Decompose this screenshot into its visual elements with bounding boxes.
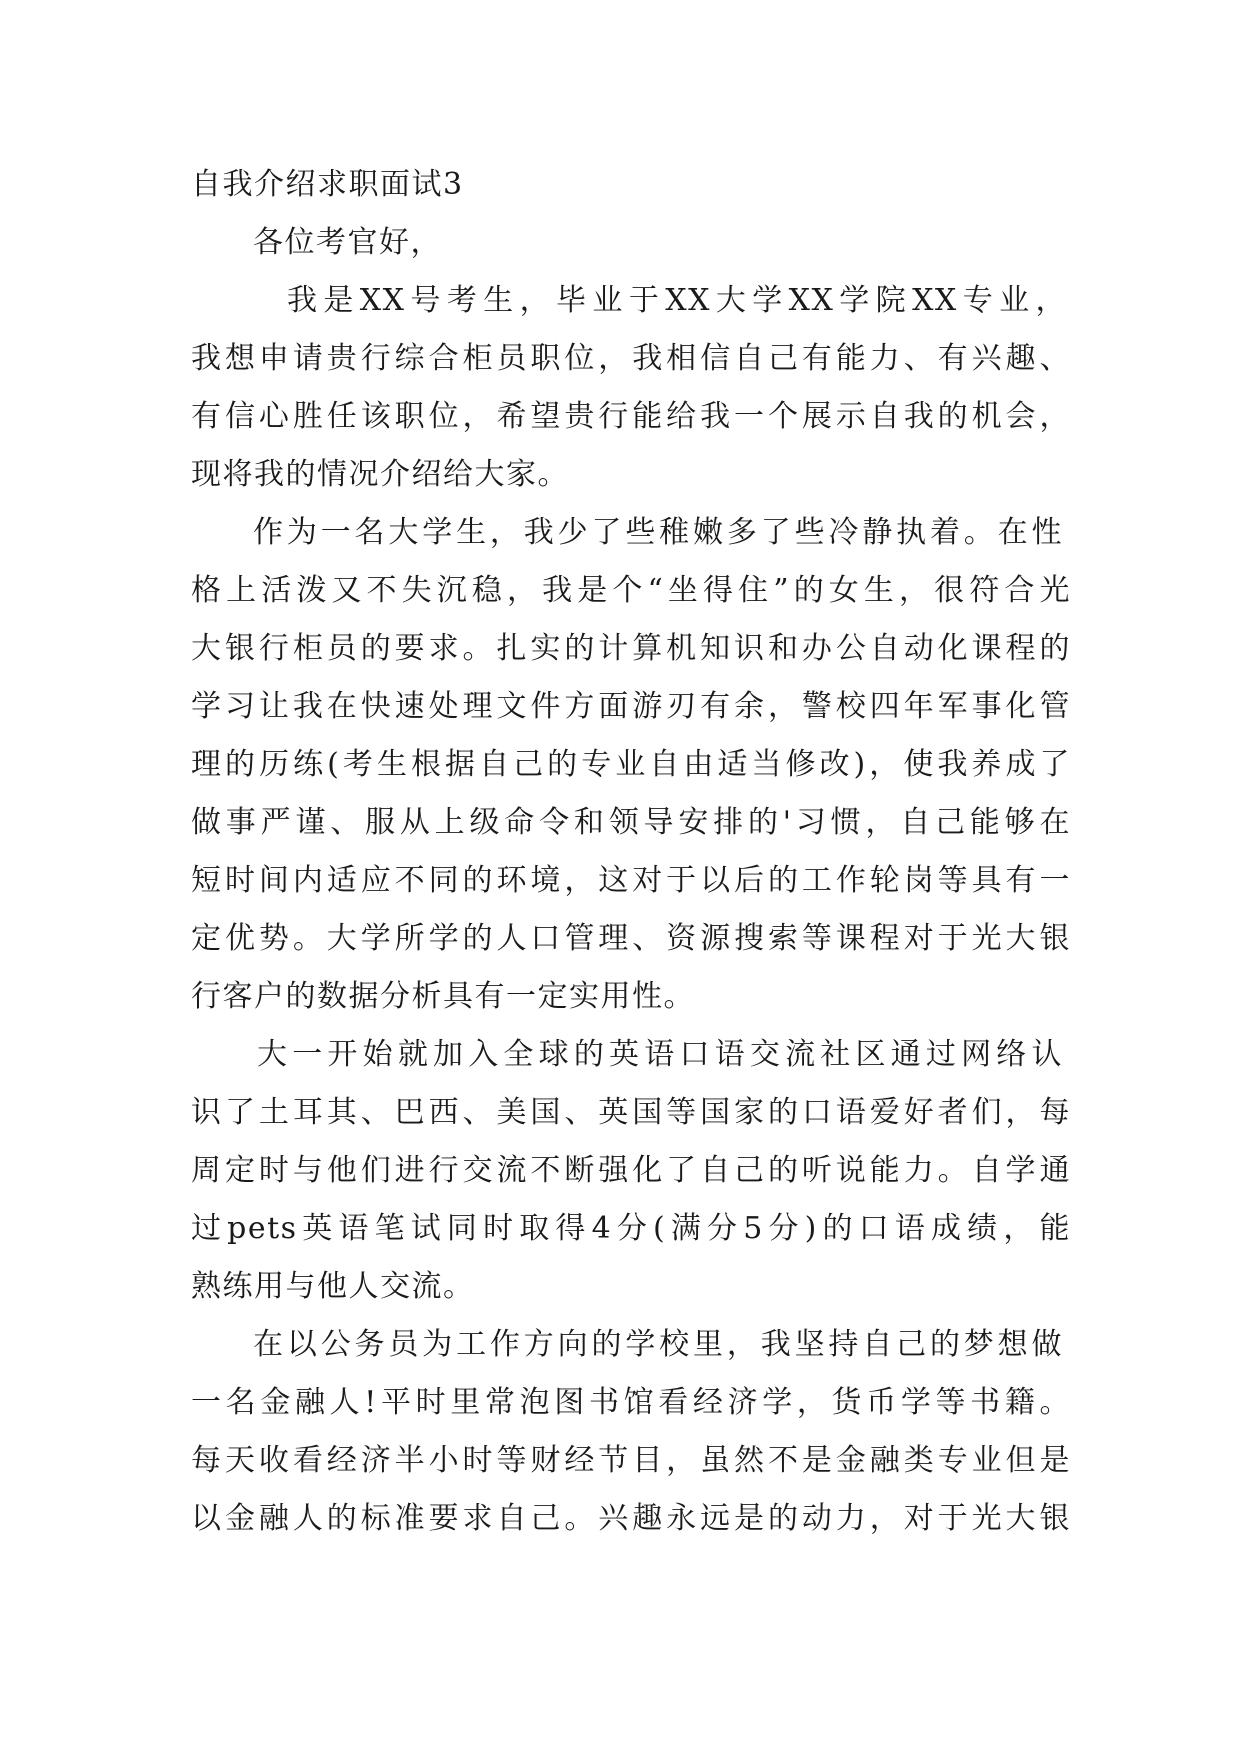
text-line: 有信心胜任该职位，希望贵行能给我一个展示自我的机会， [191, 399, 1071, 434]
text-line: 行客户的数据分析具有一定实用性。 [191, 979, 695, 1014]
text-line: 一名金融人!平时里常泡图书馆看经济学，货币学等书籍。 [191, 1385, 1071, 1420]
text-line: 每天收看经济半小时等财经节目，虽然不是金融类专业但是 [191, 1443, 1071, 1478]
text-line: 过pets英语笔试同时取得4分(满分5分)的口语成绩，能 [191, 1211, 1071, 1246]
text-line: 大银行柜员的要求。扎实的计算机知识和办公自动化课程的 [191, 631, 1071, 666]
document-title: 自我介绍求职面试3 [191, 167, 464, 202]
text-line: 做事严谨、服从上级命令和领导安排的'习惯，自己能够在 [191, 805, 1071, 840]
text-line: 理的历练(考生根据自己的专业自由适当修改)，使我养成了 [191, 747, 1071, 782]
text-line: 在以公务员为工作方向的学校里，我坚持自己的梦想做 [253, 1327, 1063, 1362]
text-line: 格上活泼又不失沉稳，我是个“坐得住”的女生，很符合光 [191, 573, 1071, 608]
text-line: 定优势。大学所学的人口管理、资源搜索等课程对于光大银 [191, 921, 1071, 956]
text-line: 学习让我在快速处理文件方面游刃有余，警校四年军事化管 [191, 689, 1071, 724]
text-line: 熟练用与他人交流。 [191, 1269, 475, 1304]
text-line: 以金融人的标准要求自己。兴趣永远是的动力，对于光大银 [191, 1501, 1071, 1536]
text-line: 现将我的情况介绍给大家。 [191, 457, 569, 492]
text-line: 识了土耳其、巴西、美国、英国等国家的口语爱好者们，每 [191, 1095, 1071, 1130]
text-line: 大一开始就加入全球的英语口语交流社区通过网络认 [257, 1037, 1063, 1072]
text-line: 各位考官好， [253, 225, 442, 260]
text-line: 我想申请贵行综合柜员职位，我相信自己有能力、有兴趣、 [191, 341, 1071, 376]
text-line: 作为一名大学生，我少了些稚嫩多了些冷静执着。在性 [253, 515, 1063, 550]
text-line: 周定时与他们进行交流不断强化了自己的听说能力。自学通 [191, 1153, 1071, 1188]
text-line: 我是XX号考生，毕业于XX大学XX学院XX专业， [287, 283, 1067, 318]
text-line: 短时间内适应不同的环境，这对于以后的工作轮岗等具有一 [191, 863, 1071, 898]
